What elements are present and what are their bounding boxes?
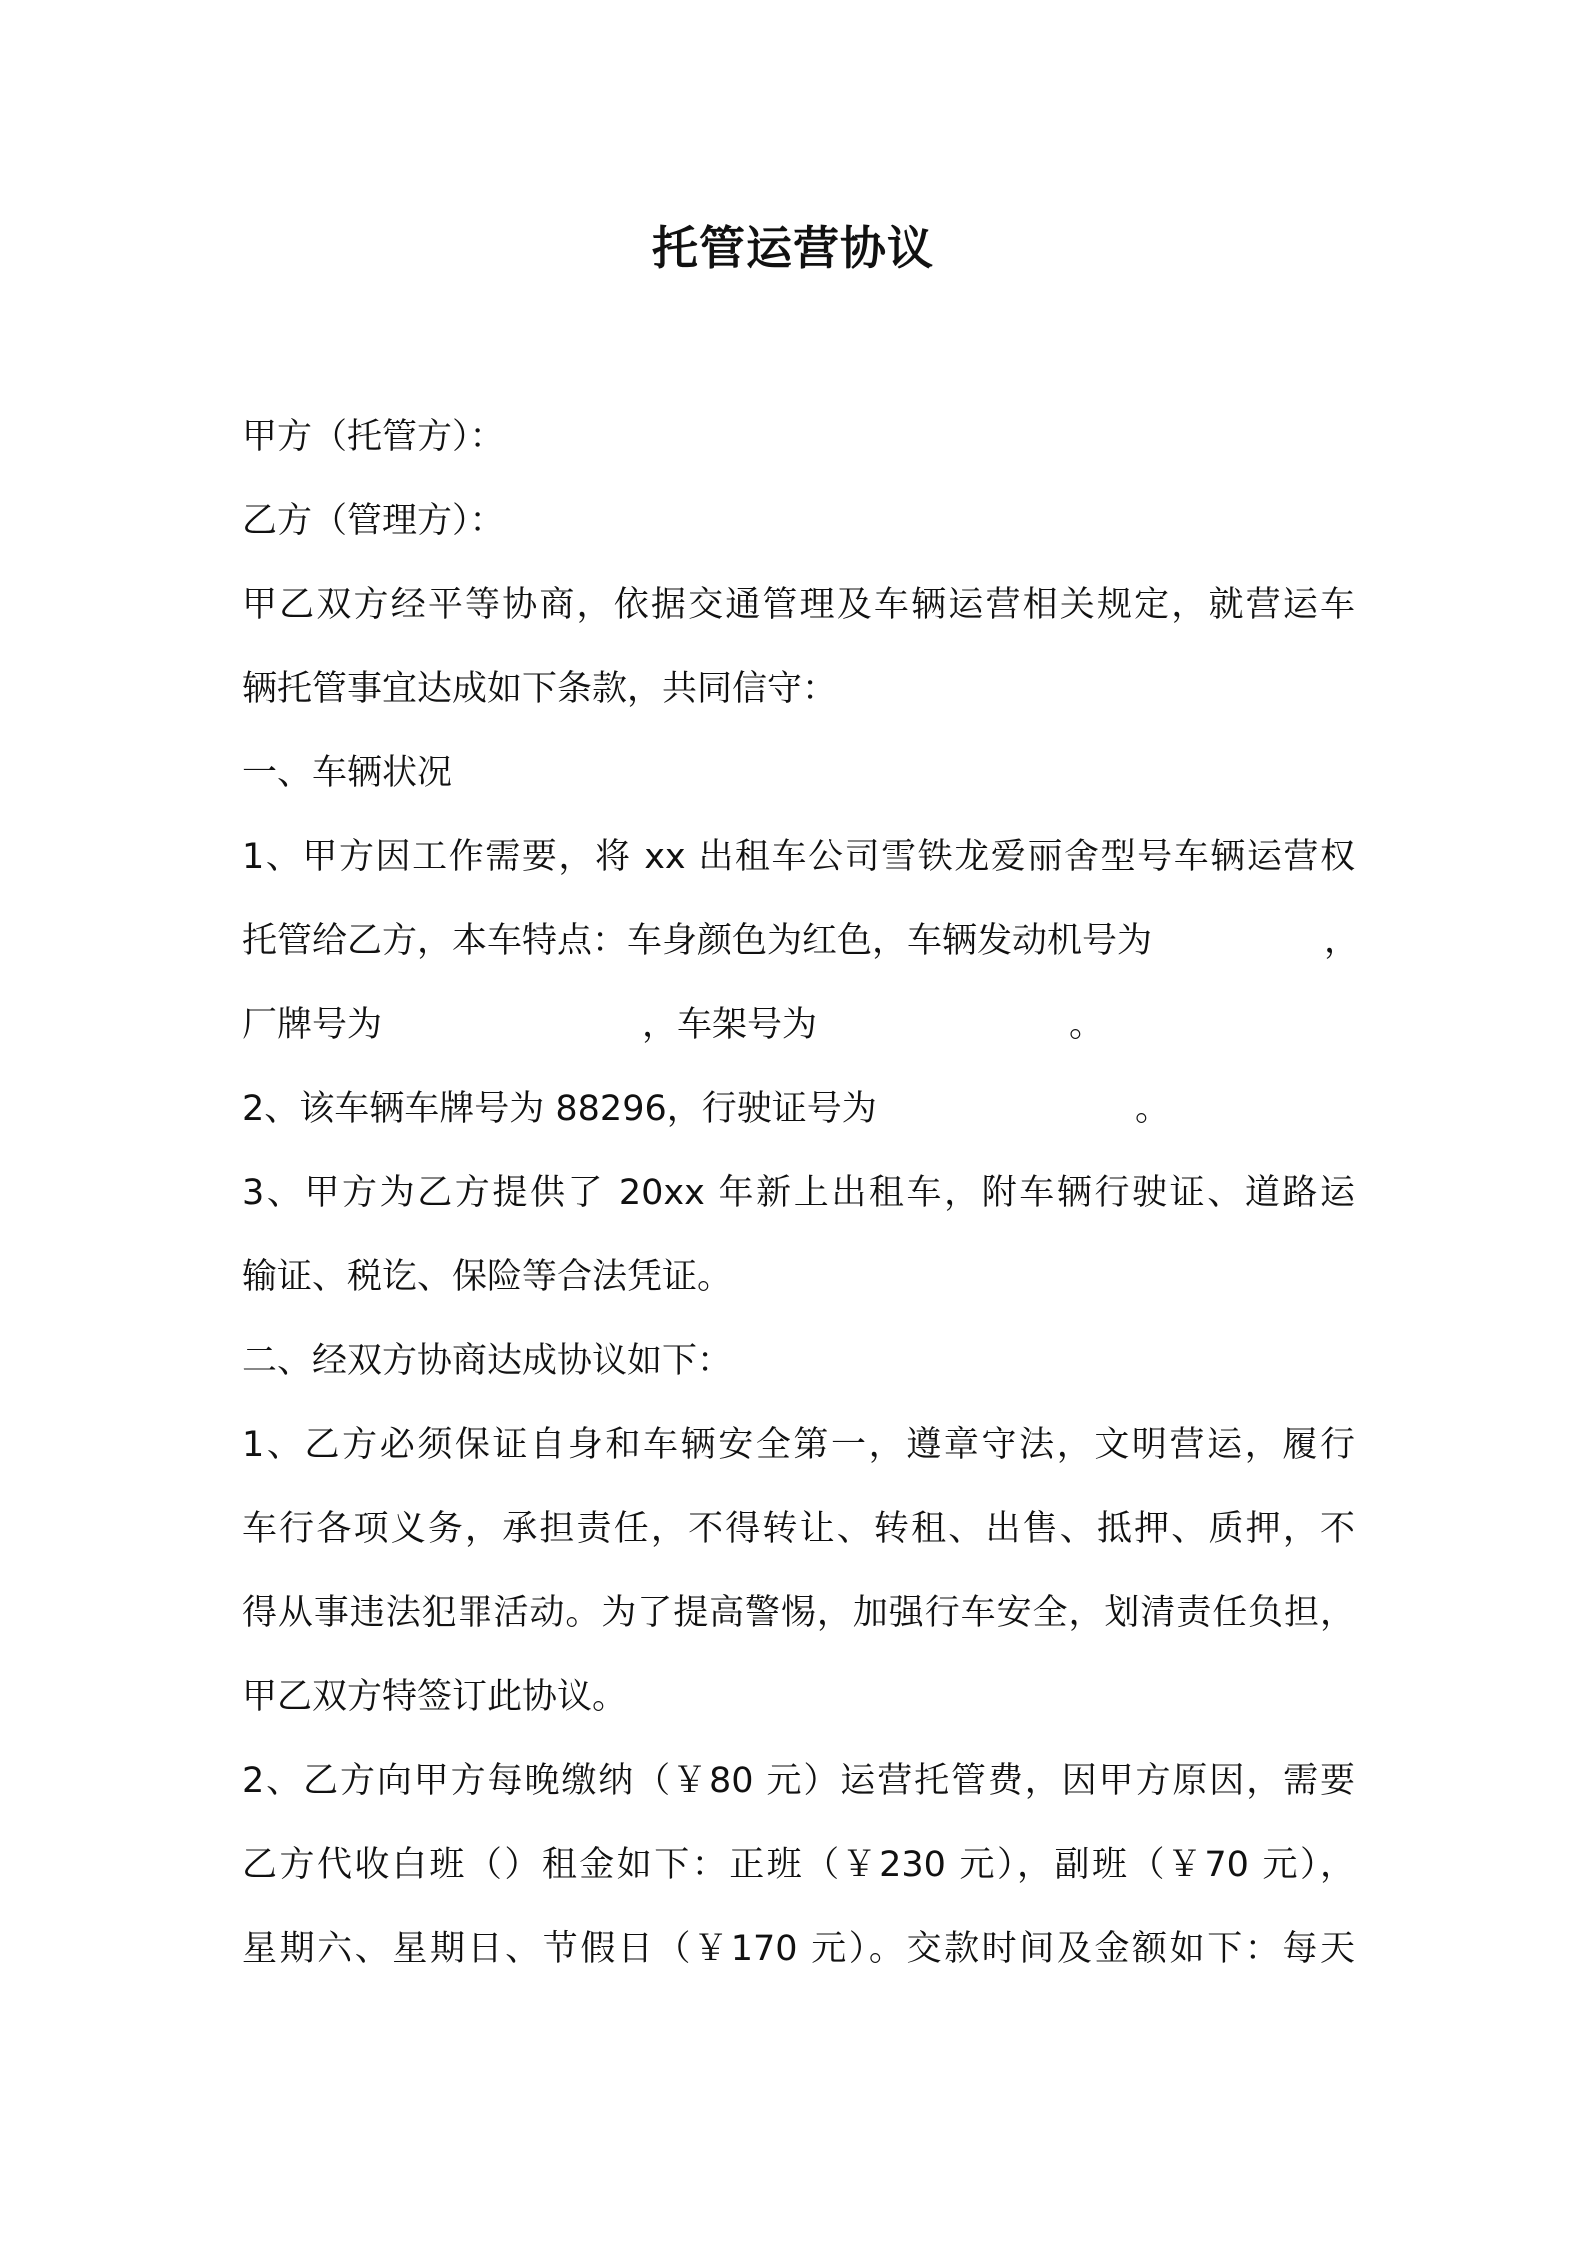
plate-license-text: 2、该车辆车牌号为 88296，行驶证号为 (242, 1089, 877, 1129)
section-1-clause-1-line-1: 1、甲方因工作需要，将 xx 出租车公司雪铁龙爱丽舍型号车辆运营权 (242, 837, 1355, 877)
brand-number-label: 厂牌号为 (242, 1005, 383, 1045)
party-a-line: 甲方（托管方）： (242, 417, 505, 457)
section-2-clause-2-line-1: 2、乙方向甲方每晚缴纳（￥80 元）运营托管费，因甲方原因，需要 (242, 1761, 1355, 1801)
frame-number-blank-end: 。 (1069, 1005, 1105, 1045)
section-2-heading: 二、经双方协商达成协议如下： (242, 1341, 733, 1381)
section-1-clause-3-line-1: 3、甲方为乙方提供了 20xx 年新上出租车，附车辆行驶证、道路运 (242, 1173, 1355, 1213)
preamble-line-2: 辆托管事宜达成如下条款，共同信守： (242, 669, 838, 709)
party-b-line: 乙方（管理方）： (242, 501, 505, 541)
section-1-clause-2-line-1 (242, 1084, 1355, 1134)
section-1-clause-1-line-3 (242, 1000, 1355, 1050)
vehicle-features-text: 托管给乙方，本车特点：车身颜色为红色，车辆发动机号为 (242, 921, 1153, 961)
section-1-clause-1-line-2 (242, 916, 1360, 966)
section-2-clause-1-line-4: 甲乙双方特签订此协议。 (242, 1677, 628, 1717)
section-2-clause-2-line-3: 星期六、星期日、节假日（￥170 元）。交款时间及金额如下：每天 (242, 1929, 1355, 1969)
section-1-clause-3-line-2: 输证、税讫、保险等合法凭证。 (242, 1257, 733, 1297)
section-1-heading: 一、车辆状况 (242, 753, 453, 793)
section-2-clause-2-line-2: 乙方代收白班（）租金如下：正班（￥230 元），副班（￥70 元）， (242, 1845, 1355, 1885)
preamble-line-1: 甲乙双方经平等协商，依据交通管理及车辆运营相关规定，就营运车 (242, 585, 1355, 625)
section-2-clause-1-line-2: 车行各项义务，承担责任，不得转让、转租、出售、抵押、质押，不 (242, 1509, 1355, 1549)
frame-number-label: ，车架号为 (642, 1005, 818, 1045)
section-2-clause-1-line-1: 1、乙方必须保证自身和车辆安全第一，遵章守法，文明营运，履行 (242, 1425, 1355, 1465)
section-2-clause-1-line-3: 得从事违法犯罪活动。为了提高警惕，加强行车安全，划清责任负担， (242, 1593, 1355, 1633)
document-title: 托管运营协议 (652, 221, 934, 275)
engine-number-blank-end: ， (1324, 921, 1360, 961)
license-number-blank-end: 。 (1135, 1089, 1171, 1129)
